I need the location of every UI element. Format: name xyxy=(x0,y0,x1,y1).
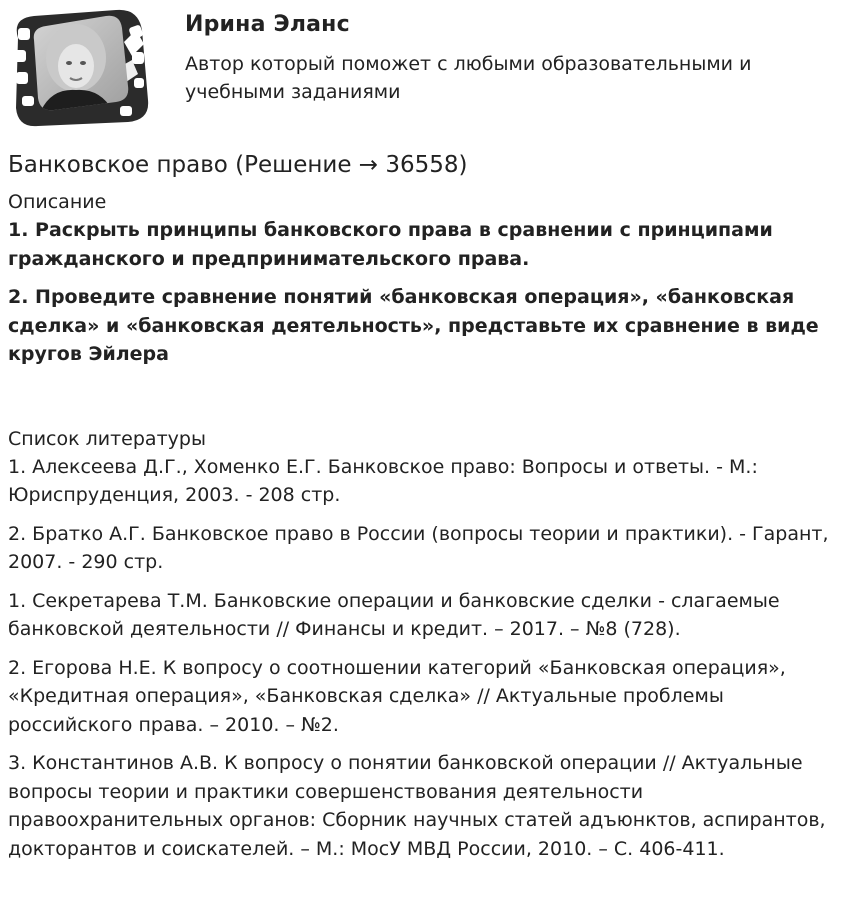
literature-item: 1. Алексеева Д.Г., Хоменко Е.Г. Банковское право: Вопросы и ответы. - М.: Юриспруденция, 2003. - 208 стр. xyxy=(8,455,758,506)
author-avatar xyxy=(8,8,150,128)
literature-item: 3. Константинов А.В. К вопросу о понятии банковской операции // Актуальные вопросы теории и практики совершенствования деятельности правоохранительных органов: Сборник научных статей адъюнктов, аспирантов, докторантов и соискателей. – М.: МосУ МВД России, 2010. – С. 406-411. xyxy=(8,752,826,860)
document-title: Банковское право (Решение → 36558) xyxy=(8,152,468,178)
task-item: 2. Проведите сравнение понятий «банковская операция», «банковская сделка» и «банковская деятельность», представьте их сравнение в виде кругов Эйлера xyxy=(8,286,819,365)
literature-item: 2. Егорова Н.Е. К вопросу о соотношении категорий «Банковская операция», «Кредитная операция», «Банковская сделка» // Актуальные проблемы российского права. – 2010. – №2. xyxy=(8,656,786,736)
document-content xyxy=(8,148,838,873)
literature-item: 1. Секретарева Т.М. Банковские операции и банковские сделки - слагаемые банковской деятельности // Финансы и кредит. – 2017. – №8 (728). xyxy=(8,589,780,640)
literature-label: Список литературы xyxy=(8,427,206,450)
author-name: Ирина Эланс xyxy=(185,12,350,37)
author-header xyxy=(0,0,847,135)
task-item: 1. Раскрыть принципы банковского права в сравнении с принципами гражданского и предпринимательского права. xyxy=(8,219,773,270)
spacer xyxy=(8,379,838,425)
author-description: Автор который поможет с любыми образовательными и учебными заданиями xyxy=(185,53,752,103)
film-strip-portrait-icon xyxy=(8,8,150,128)
literature-item: 2. Братко А.Г. Банковское право в России (вопросы теории и практики). - Гарант, 2007. - 290 стр. xyxy=(8,522,829,573)
description-label: Описание xyxy=(8,191,107,213)
